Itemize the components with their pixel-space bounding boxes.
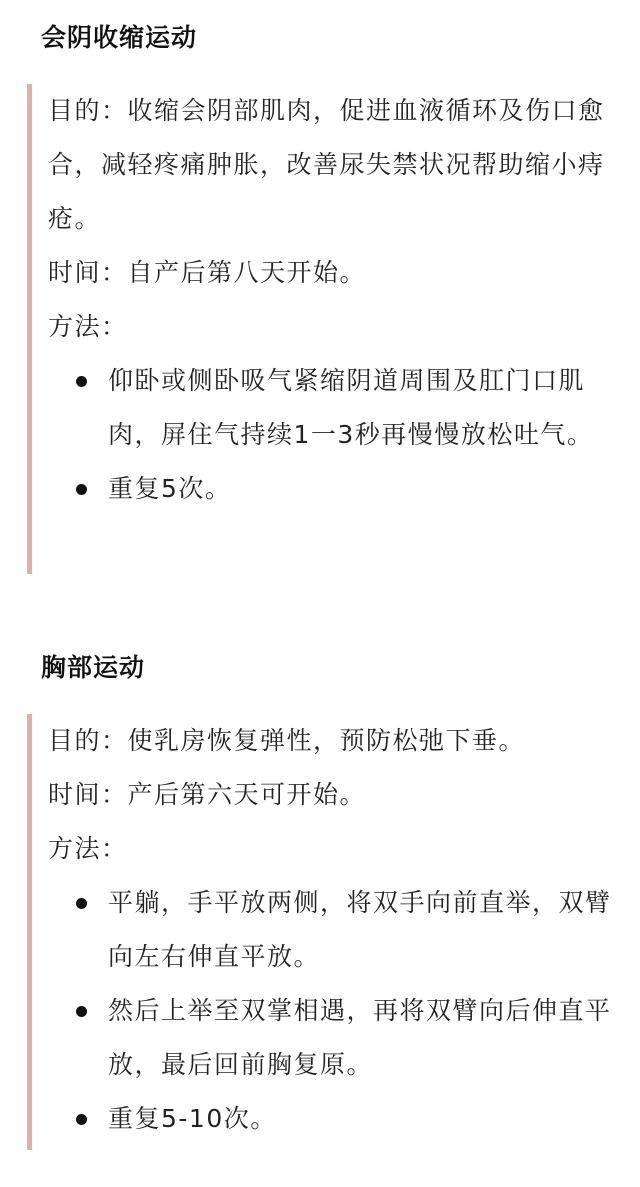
bullet-dot-icon <box>76 898 87 909</box>
bullet-dot-icon <box>76 1006 87 1017</box>
list-item <box>48 354 627 462</box>
list-item <box>48 876 627 984</box>
time-text: 产后第六天可开始。 <box>127 780 367 809</box>
bullet-dot-icon <box>76 1114 87 1125</box>
method-steps-list <box>48 876 627 1146</box>
time-label: 时间： <box>48 780 128 809</box>
list-item <box>48 984 627 1092</box>
list-item <box>48 462 627 516</box>
purpose-paragraph <box>48 714 627 768</box>
time-paragraph <box>48 768 627 822</box>
chest-exercise-block <box>27 714 627 1150</box>
perineal-exercise-block <box>27 84 627 574</box>
time-label: 时间： <box>48 258 128 287</box>
list-item <box>48 1092 627 1146</box>
step-text: 仰卧或侧卧吸气紧缩阴道周围及肛门口肌肉，屏住气持续1一3秒再慢慢放松吐气。 <box>108 366 594 449</box>
step-text: 重复5-10次。 <box>108 1104 277 1133</box>
purpose-label: 目的： <box>48 96 128 125</box>
time-paragraph <box>48 246 627 300</box>
purpose-paragraph <box>48 84 627 246</box>
step-text: 重复5次。 <box>108 474 232 503</box>
bullet-dot-icon <box>76 376 87 387</box>
purpose-label: 目的： <box>48 726 128 755</box>
method-steps-list <box>48 354 627 516</box>
purpose-text: 收缩会阴部肌肉，促进血液循环及伤口愈合，减轻疼痛肿胀，改善尿失禁状况帮助缩小痔疮。 <box>48 96 605 233</box>
section-title-perineal-exercise: 会阴收缩运动 <box>41 23 198 52</box>
bullet-dot-icon <box>76 484 87 495</box>
method-label: 方法： <box>48 834 128 863</box>
step-text: 然后上举至双掌相遇，再将双臂向后伸直平放，最后回前胸复原。 <box>108 996 612 1079</box>
time-text: 自产后第八天开始。 <box>127 258 367 287</box>
purpose-text: 使乳房恢复弹性，预防松弛下垂。 <box>127 726 526 755</box>
section-title-chest-exercise: 胸部运动 <box>41 653 146 682</box>
step-text: 平躺，手平放两侧，将双手向前直举，双臂向左右伸直平放。 <box>108 888 612 971</box>
method-label: 方法： <box>48 312 128 341</box>
